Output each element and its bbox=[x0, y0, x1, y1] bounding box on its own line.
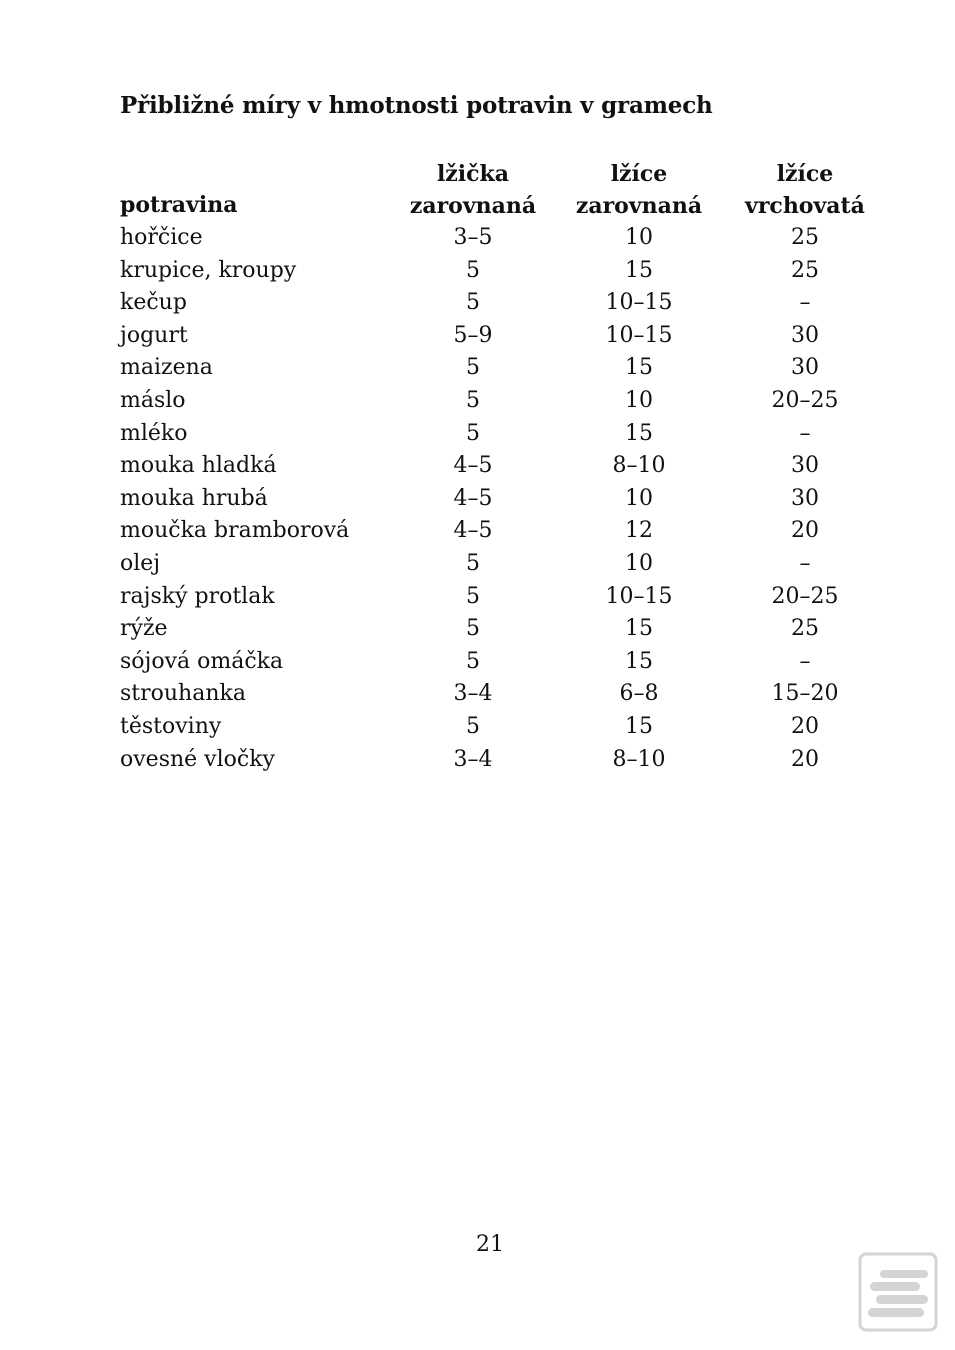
spoon-level-value: 8–10 bbox=[612, 746, 666, 772]
teaspoon-value: 5 bbox=[466, 257, 480, 283]
food-name: jogurt bbox=[120, 322, 188, 348]
spoon-heaped-value: 15–20 bbox=[771, 681, 839, 707]
teaspoon-value: 5 bbox=[466, 420, 480, 446]
spoon-heaped-value: 30 bbox=[791, 453, 819, 479]
teaspoon-value: 3–4 bbox=[453, 681, 493, 707]
spoon-heaped-value: 25 bbox=[791, 257, 819, 283]
spoon-level-value: 6–8 bbox=[619, 681, 659, 707]
teaspoon-value: 5 bbox=[466, 616, 480, 642]
spoon-level-value: 15 bbox=[625, 355, 653, 381]
food-name: těstoviny bbox=[120, 713, 222, 739]
table-row bbox=[120, 352, 888, 385]
spoon-level-value: 15 bbox=[625, 713, 653, 739]
spoon-heaped-value: – bbox=[799, 290, 811, 316]
header-food-label: potravina bbox=[120, 192, 238, 219]
table-row bbox=[120, 581, 888, 614]
table-row bbox=[120, 418, 888, 451]
spoon-heaped-value: 30 bbox=[791, 355, 819, 381]
header-teaspoon-level bbox=[390, 158, 556, 222]
table-header bbox=[120, 158, 888, 222]
food-name: maizena bbox=[120, 355, 213, 381]
header-teaspoon-line2: zarovnaná bbox=[409, 193, 537, 219]
teaspoon-value: 5–9 bbox=[453, 322, 493, 348]
table-row bbox=[120, 711, 888, 744]
table-row bbox=[120, 548, 888, 581]
spoon-level-value: 10 bbox=[625, 550, 653, 576]
header-spoon-heaped bbox=[722, 158, 888, 222]
teaspoon-value: 5 bbox=[466, 648, 480, 674]
table-row bbox=[120, 744, 888, 777]
spoon-heaped-value: 20 bbox=[791, 713, 819, 739]
page-title: Přibližné míry v hmotnosti potravin v gramech bbox=[120, 92, 713, 119]
teaspoon-value: 3–5 bbox=[453, 225, 493, 250]
teaspoon-value: 3–4 bbox=[453, 746, 493, 772]
spoon-level-value: 10–15 bbox=[605, 583, 673, 609]
spoon-level-value: 10–15 bbox=[605, 290, 673, 316]
header-spoon-heaped-line1: lžíce bbox=[776, 161, 834, 187]
spoon-level-value: 10–15 bbox=[605, 322, 673, 348]
table-row bbox=[120, 320, 888, 353]
spoon-heaped-value: 20 bbox=[791, 746, 819, 772]
spoon-level-value: 15 bbox=[625, 616, 653, 642]
spoon-heaped-value: 30 bbox=[791, 322, 819, 348]
food-name: mouka hladká bbox=[120, 453, 277, 479]
spoon-heaped-value: – bbox=[799, 648, 811, 674]
food-name: strouhanka bbox=[120, 681, 246, 707]
spoon-level-value: 10 bbox=[625, 387, 653, 413]
spoon-heaped-value: 30 bbox=[791, 485, 819, 511]
teaspoon-value: 4–5 bbox=[453, 485, 493, 511]
spoon-level-value: 12 bbox=[625, 518, 653, 544]
spoon-level-value: 10 bbox=[625, 225, 653, 250]
spoon-heaped-value: 20–25 bbox=[771, 583, 839, 609]
table-row bbox=[120, 222, 888, 255]
spoon-heaped-value: 20–25 bbox=[771, 387, 839, 413]
food-name: ovesné vločky bbox=[120, 746, 275, 772]
table-row bbox=[120, 646, 888, 679]
food-name: olej bbox=[120, 550, 161, 576]
food-name: mouka hrubá bbox=[120, 485, 268, 511]
table-row bbox=[120, 287, 888, 320]
teaspoon-value: 4–5 bbox=[453, 518, 493, 544]
spoon-heaped-value: 25 bbox=[791, 616, 819, 642]
teaspoon-value: 5 bbox=[466, 550, 480, 576]
header-teaspoon-line1: lžička bbox=[436, 161, 510, 187]
food-name: moučka bramborová bbox=[120, 518, 350, 544]
teaspoon-value: 5 bbox=[466, 290, 480, 316]
table-row bbox=[120, 483, 888, 516]
book-stack-icon[interactable] bbox=[858, 1252, 938, 1332]
page-number: 21 bbox=[476, 1232, 504, 1257]
table-body bbox=[120, 222, 888, 776]
spoon-level-value: 15 bbox=[625, 257, 653, 283]
header-spoon-level-line1: lžíce bbox=[610, 161, 668, 187]
spoon-level-value: 15 bbox=[625, 648, 653, 674]
table-row bbox=[120, 678, 888, 711]
teaspoon-value: 5 bbox=[466, 713, 480, 739]
measures-table bbox=[120, 158, 888, 776]
food-name: hořčice bbox=[120, 225, 203, 250]
spoon-heaped-value: – bbox=[799, 550, 811, 576]
table-row bbox=[120, 613, 888, 646]
table-row bbox=[120, 515, 888, 548]
food-name: rajský protlak bbox=[120, 583, 275, 609]
teaspoon-value: 5 bbox=[466, 387, 480, 413]
food-name: mléko bbox=[120, 420, 188, 446]
spoon-heaped-value: 25 bbox=[791, 225, 819, 250]
table-row bbox=[120, 255, 888, 288]
food-name: krupice, kroupy bbox=[120, 257, 297, 283]
table-row bbox=[120, 450, 888, 483]
food-name: sójová omáčka bbox=[120, 648, 284, 674]
spoon-level-value: 10 bbox=[625, 485, 653, 511]
table-header-row bbox=[120, 158, 888, 222]
header-spoon-level-line2: zarovnaná bbox=[575, 193, 703, 219]
spoon-heaped-value: 20 bbox=[791, 518, 819, 544]
food-name: rýže bbox=[120, 616, 168, 642]
header-spoon-level bbox=[556, 158, 722, 222]
food-name: kečup bbox=[120, 290, 187, 316]
table-row bbox=[120, 385, 888, 418]
food-name: máslo bbox=[120, 387, 186, 413]
header-food bbox=[120, 158, 390, 222]
teaspoon-value: 4–5 bbox=[453, 453, 493, 479]
spoon-level-value: 15 bbox=[625, 420, 653, 446]
teaspoon-value: 5 bbox=[466, 583, 480, 609]
header-spoon-heaped-line2: vrchovatá bbox=[745, 193, 865, 219]
spoon-heaped-value: – bbox=[799, 420, 811, 446]
spoon-level-value: 8–10 bbox=[612, 453, 666, 479]
teaspoon-value: 5 bbox=[466, 355, 480, 381]
